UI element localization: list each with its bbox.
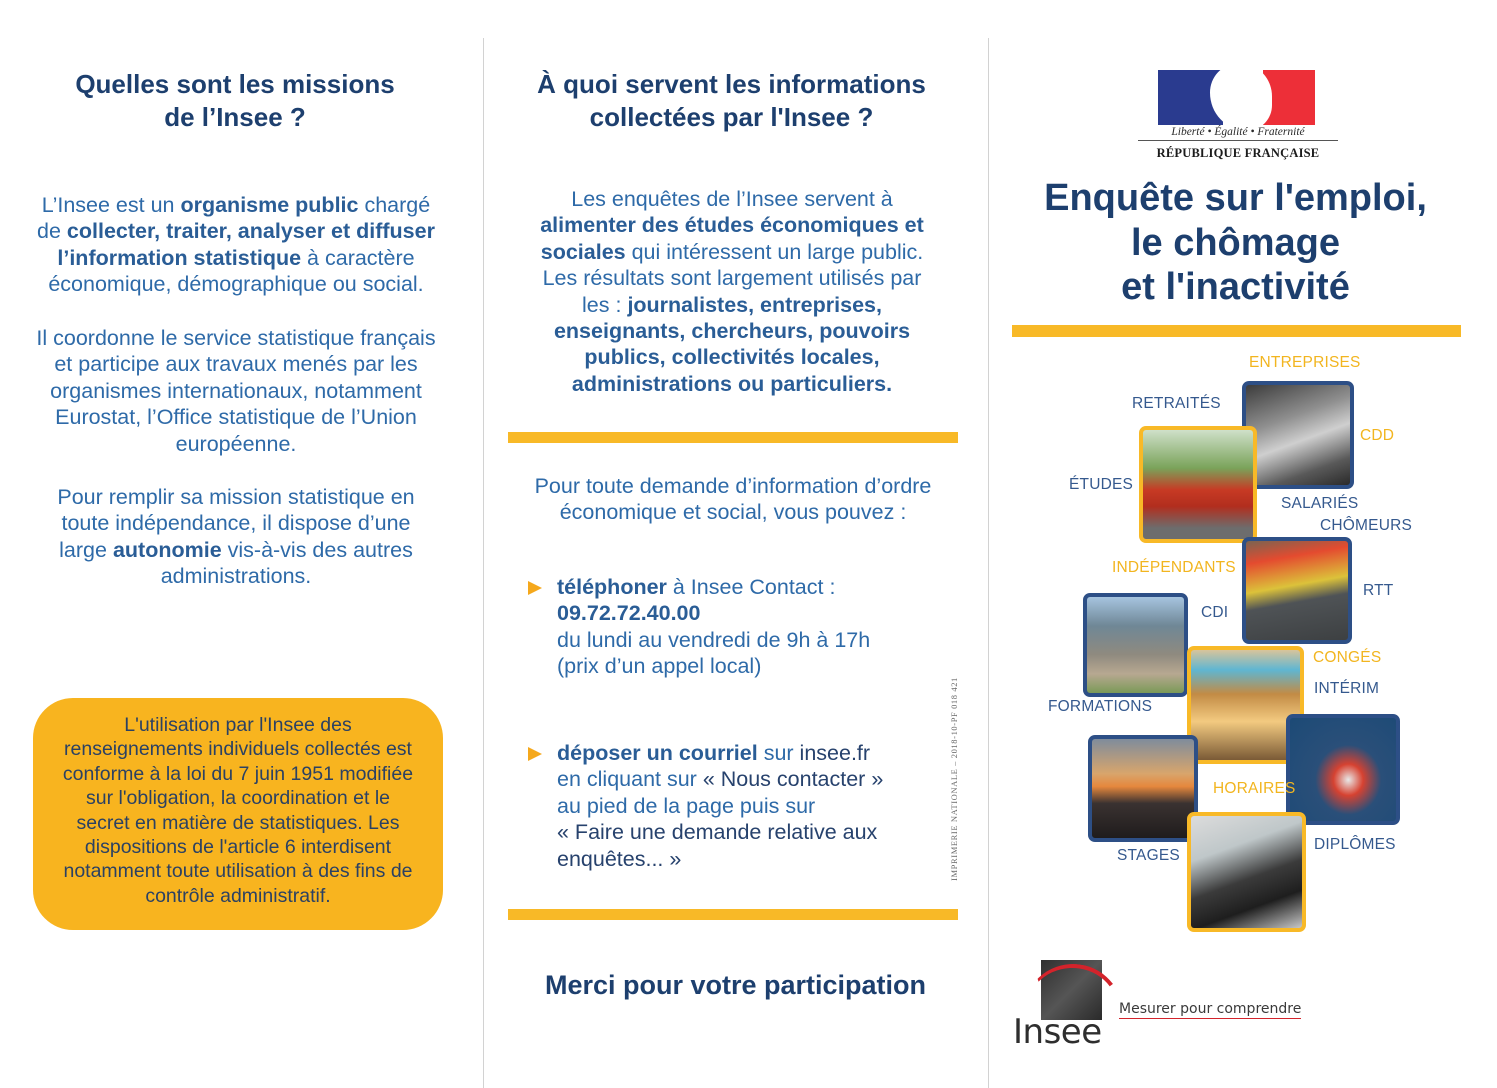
text-line: 09.72.72.40.00: [557, 601, 701, 626]
photo-city-sunset: [1088, 735, 1198, 842]
arrow-right-icon: [528, 747, 542, 761]
text-line: (prix d’un appel local): [557, 654, 762, 679]
keyword-tag: CDI: [1201, 604, 1229, 621]
contact-intro: Pour toute demande d’information d’ordre économique et social, vous pouvez :: [534, 474, 932, 525]
keyword-tag: INDÉPENDANTS: [1112, 559, 1236, 576]
keyword-tag: SALARIÉS: [1281, 495, 1359, 512]
usage-heading: À quoi servent les informations collectées par l'Insee ?: [537, 69, 926, 132]
missions-paragraph-coordination: Il coordonne le service statistique français et participe aux travaux menés par les organismes internationaux, notamment Eurostat, l’Office statistique de l’Union européenne.: [36, 326, 436, 456]
survey-title: Enquête sur l'emploi, le chômage et l'inactivité: [1044, 177, 1427, 308]
printer-imprint: IMPRIMERIE NATIONALE – 2018-10-PF 018 421: [949, 677, 959, 881]
republic-name: RÉPUBLIQUE FRANÇAISE: [1156, 146, 1320, 160]
republic-motto: Liberté • Égalité • Fraternité: [1138, 126, 1338, 141]
text-line: enseignants, chercheurs, pouvoirs: [553, 319, 911, 344]
missions-heading: Quelles sont les missions de l’Insee ?: [75, 69, 395, 132]
missions-paragraph-organisme: [10, 192, 462, 298]
panel-missions: [0, 0, 483, 1088]
contact-email-item: [528, 740, 948, 872]
contact-phone-text: [557, 574, 948, 680]
keyword-tag: STAGES: [1117, 847, 1180, 864]
insee-logo: [1013, 958, 1108, 1053]
keyword-tag: CHÔMEURS: [1320, 517, 1413, 534]
keyword-tag: INTÉRIM: [1314, 680, 1380, 697]
divider-bar: [508, 432, 958, 443]
insee-wordmark: Insee: [1013, 1012, 1102, 1052]
text-line: administrations ou particuliers.: [571, 371, 893, 396]
photo-office-keyboard: [1242, 381, 1354, 489]
usage-paragraph: [493, 186, 971, 397]
photo-ship: [1286, 714, 1400, 825]
text-line: administrations.: [160, 564, 312, 589]
text-line: Les résultats sont largement utilisés par: [542, 266, 922, 291]
keyword-tag: CDD: [1360, 427, 1395, 444]
keyword-tag: FORMATIONS: [1048, 698, 1153, 715]
insee-tagline: Mesurer pour comprendre: [1119, 1001, 1302, 1017]
text-line: enquêtes... »: [557, 846, 682, 871]
text-line: alimenter des études économiques et: [540, 213, 924, 238]
contact-email-text: [557, 740, 948, 872]
text-line: du lundi au vendredi de 9h à 17h: [557, 627, 871, 652]
text-line: toute indépendance, il dispose d’une: [61, 511, 411, 536]
text-line: économique, démographique ou social.: [48, 272, 424, 297]
text-line: l’information statistique à caractère: [57, 245, 415, 270]
contact-phone-item: [528, 574, 948, 680]
photo-campus: [1083, 593, 1188, 697]
panel-usage: [483, 0, 988, 1088]
text-line: « Faire une demande relative aux: [557, 820, 878, 845]
thanks-message: Merci pour votre participation: [544, 970, 927, 1000]
marianne-flag-logo: [1158, 70, 1315, 125]
keyword-tag: RTT: [1363, 582, 1394, 599]
keyword-tag: DIPLÔMES: [1314, 836, 1396, 853]
text-line: les : journalistes, entreprises,: [582, 292, 882, 317]
keyword-tag: ÉTUDES: [1069, 476, 1134, 493]
text-line: sociales qui intéressent un large public.: [540, 239, 924, 264]
text-line: au pied de la page puis sur: [557, 793, 816, 818]
legal-notice-box: L'utilisation par l'Insee des renseignements individuels collectés est conforme à la loi du 7 juin 1951 modifiée sur l'obligation, la coordination et le secret en matière de statistiques. Les dispositions de l'article 6 interdisent notamment toute utilisation à des fins de contrôle administratif.: [33, 698, 443, 930]
text-line: en cliquant sur « Nous contacter »: [557, 767, 884, 792]
text-line: déposer un courriel sur insee.fr: [557, 741, 871, 765]
text-line: de collecter, traiter, analyser et diffuser: [37, 219, 435, 244]
photo-control-room: [1187, 812, 1306, 932]
divider-bar: [1012, 325, 1461, 337]
marianne-profile-icon: [1210, 70, 1272, 125]
photo-collage: [988, 340, 1497, 940]
keyword-tag: CONGÉS: [1313, 649, 1382, 666]
text-line: Les enquêtes de l’Insee servent à: [571, 187, 893, 211]
text-line: Pour remplir sa mission statistique en: [57, 485, 415, 509]
missions-paragraph-autonomie: [10, 484, 462, 590]
text-line: publics, collectivités locales,: [584, 345, 880, 370]
photo-roadworks: [1242, 537, 1352, 644]
divider-bar: [508, 909, 958, 920]
text-line: téléphoner à Insee Contact :: [557, 575, 836, 599]
panel-cover: [988, 0, 1497, 1088]
keyword-tag: ENTREPRISES: [1249, 354, 1361, 371]
keyword-tag: HORAIRES: [1213, 780, 1296, 797]
text-line: large autonomie vis-à-vis des autres: [59, 537, 413, 562]
photo-tractor: [1139, 426, 1257, 543]
keyword-tag: RETRAITÉS: [1132, 395, 1221, 412]
arrow-right-icon: [528, 581, 542, 595]
text-line: L’Insee est un organisme public chargé: [41, 193, 431, 217]
